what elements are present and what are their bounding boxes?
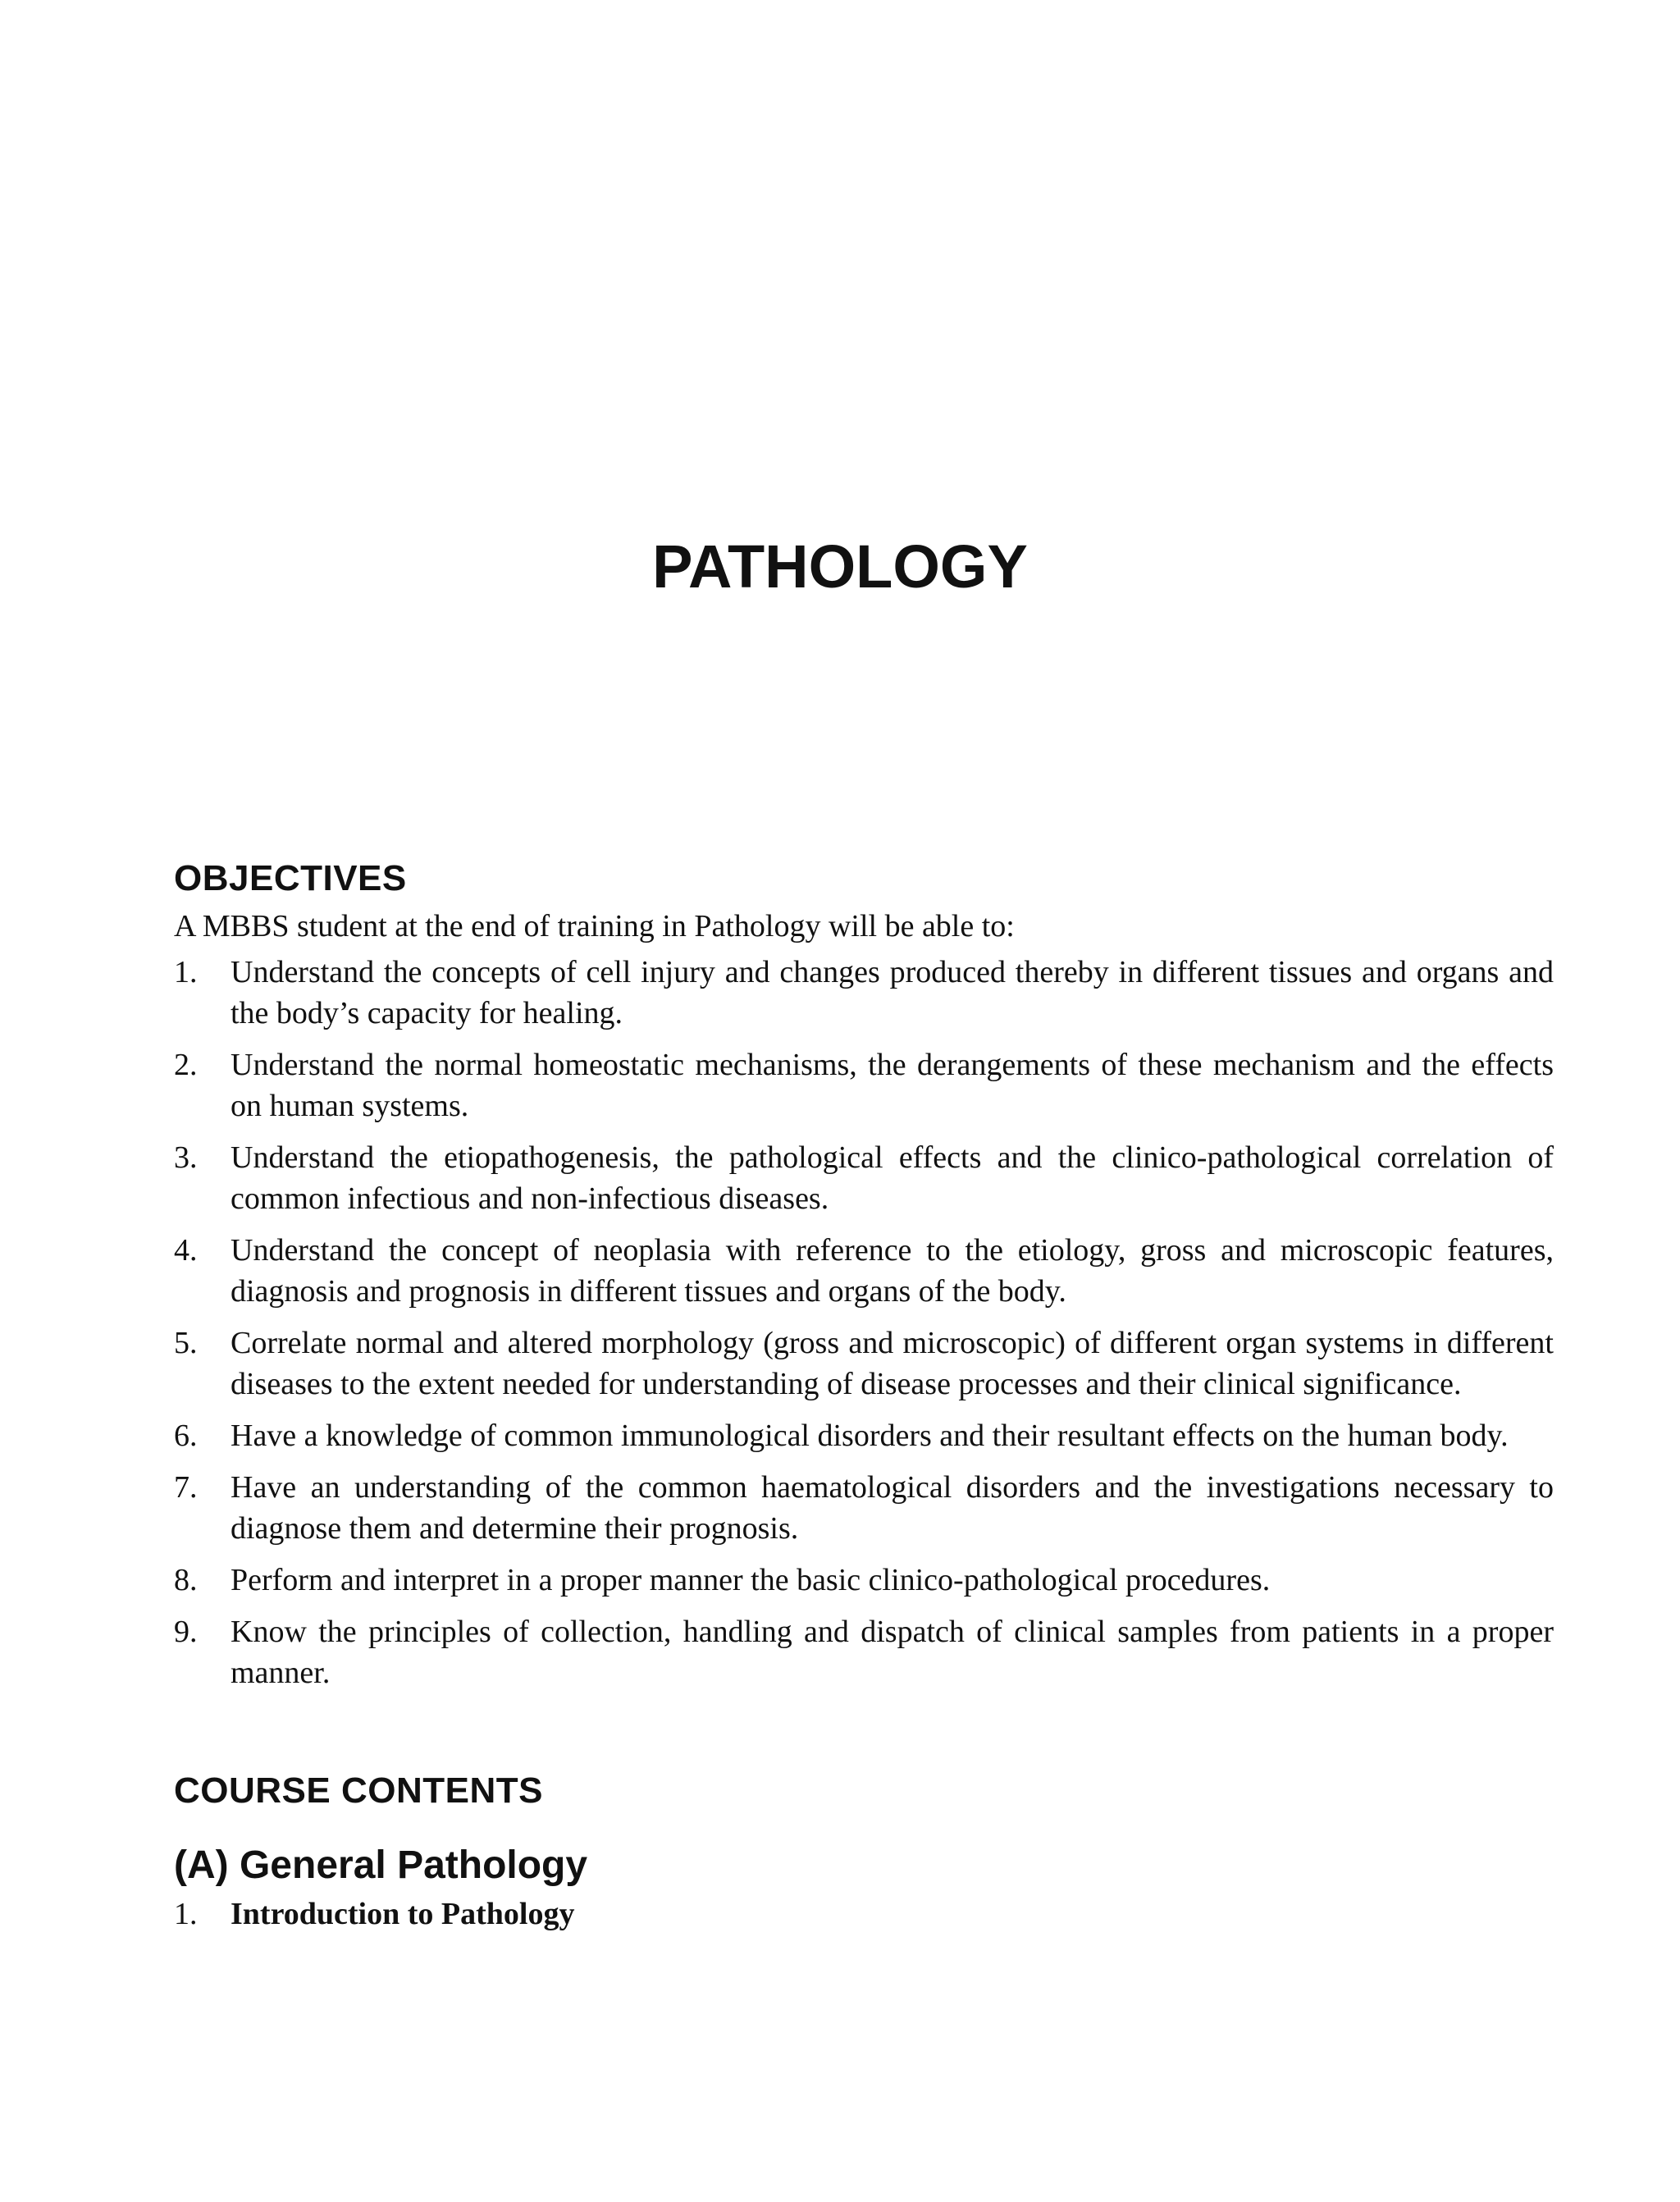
objective-item xyxy=(174,1415,1554,1456)
objective-number: 8. xyxy=(174,1563,198,1597)
objective-number: 7. xyxy=(174,1470,198,1505)
objective-number: 3. xyxy=(174,1140,198,1175)
general-pathology-heading: (A) General Pathology xyxy=(174,1843,588,1887)
main-content xyxy=(174,853,1554,1935)
objective-text: Understand the concepts of cell injury and changes produced thereby in different tissues and organs and the body’s capacity for healing. xyxy=(231,955,1554,1030)
objectives-intro: A MBBS student at the end of training in Pathology will be able to: xyxy=(174,909,1015,943)
objective-item xyxy=(174,1467,1554,1549)
course-item xyxy=(174,1894,1554,1935)
course-item-text: Introduction to Pathology xyxy=(231,1897,575,1931)
objective-item xyxy=(174,952,1554,1034)
objectives-heading: OBJECTIVES xyxy=(174,858,407,898)
objectives-list xyxy=(174,952,1554,1693)
page-title: PATHOLOGY xyxy=(652,532,1028,601)
objective-number: 6. xyxy=(174,1419,198,1453)
objective-number: 2. xyxy=(174,1048,198,1082)
objective-item xyxy=(174,1323,1554,1405)
objective-item xyxy=(174,1044,1554,1126)
objective-number: 5. xyxy=(174,1326,198,1360)
objective-text: Understand the etiopathogenesis, the pathological effects and the clinico-pathological correlation of common infectious and non-infectious diseases. xyxy=(231,1140,1554,1216)
course-contents-heading: COURSE CONTENTS xyxy=(174,1770,543,1811)
objective-text: Understand the concept of neoplasia with reference to the etiology, gross and microscopic features, diagnosis and prognosis in different tissues and organs of the body. xyxy=(231,1233,1554,1309)
objective-text: Have an understanding of the common haematological disorders and the investigations necessary to diagnose them and determine their prognosis. xyxy=(231,1470,1554,1546)
objective-text: Have a knowledge of common immunological disorders and their resultant effects on the human body. xyxy=(231,1419,1509,1453)
objective-item xyxy=(174,1137,1554,1219)
objective-text: Know the principles of collection, handling and dispatch of clinical samples from patients in a proper manner. xyxy=(231,1615,1554,1690)
objective-number: 1. xyxy=(174,955,198,989)
objective-item xyxy=(174,1230,1554,1312)
objective-text: Understand the normal homeostatic mechanisms, the derangements of these mechanism and the effects on human systems. xyxy=(231,1048,1554,1123)
course-contents-list xyxy=(174,1894,1554,1935)
objective-item xyxy=(174,1560,1554,1601)
objective-item xyxy=(174,1611,1554,1693)
objective-number: 4. xyxy=(174,1233,198,1268)
objective-number: 9. xyxy=(174,1615,198,1649)
course-item-number: 1. xyxy=(174,1897,198,1931)
objective-text: Perform and interpret in a proper manner the basic clinico-pathological procedures. xyxy=(231,1563,1271,1597)
objective-text: Correlate normal and altered morphology (gross and microscopic) of different organ systems in different diseases to the extent needed for understanding of disease processes and their clinical significance. xyxy=(231,1326,1554,1401)
